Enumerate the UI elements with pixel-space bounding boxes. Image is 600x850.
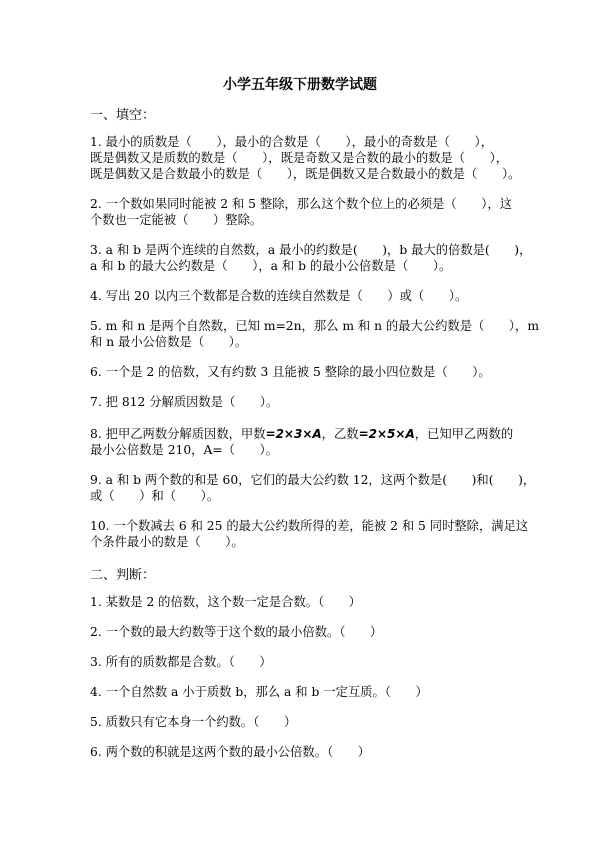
question-8-text-a: 8. 把甲乙两数分解质因数，甲数 — [90, 427, 266, 441]
question-5-line-2: 和 n 最小公倍数是（ ）。 — [90, 335, 248, 349]
page-title: 小学五年级下册数学试题 — [223, 77, 377, 93]
judge-item-6: 6. 两个数的积就是这两个数的最小公倍数。（ ） — [90, 745, 371, 759]
question-8-text-c: ，已知甲乙两数的 — [414, 427, 514, 441]
question-10-line-2: 个条件最小的数是（ ）。 — [90, 535, 244, 549]
question-2-line-2: 个数也一定能被（ ）整除。 — [90, 213, 263, 227]
question-8-text-b: ，乙数 — [321, 427, 359, 441]
question-10-line-1: 10. 一个数减去 6 和 25 的最大公约数所得的差，能被 2 和 5 同时整除，满足这 — [90, 519, 529, 533]
section-heading-fill-in: 一、填空： — [90, 108, 156, 123]
question-4-line-1: 4. 写出 20 以内三个数都是合数的连续自然数是（ ）或（ ）。 — [90, 289, 468, 303]
question-3-line-1: 3. a 和 b 是两个连续的自然数，a 最小的约数是( )，b 最大的倍数是( )， — [90, 243, 532, 257]
judge-item-5: 5. 质数只有它本身一个约数。（ ） — [90, 715, 297, 729]
question-1-line-2: 既是偶数又是质数的数是（ ），既是奇数又是合数的最小的数是（ ）， — [90, 151, 509, 165]
question-8-line-2: 最小公倍数是 210，A=（ ）。 — [90, 443, 278, 457]
question-5-line-1: 5. m 和 n 是两个自然数，已知 m=2n，那么 m 和 n 的最大公约数是（ ），m — [90, 319, 540, 333]
question-2-line-1: 2. 一个数如果同时能被 2 和 5 整除，那么这个数个位上的必须是（ ），这 — [90, 197, 512, 211]
judge-item-2: 2. 一个数的最大约数等于这个数的最小倍数。（ ） — [90, 625, 383, 639]
formula-yi: =2×5×A — [358, 427, 415, 441]
question-1-line-3: 既是偶数又是合数最小的数是（ ），既是偶数又是合数最小的数是（ ）。 — [90, 167, 521, 181]
judge-item-1: 1. 某数是 2 的倍数，这个数一定是合数。（ ） — [90, 595, 362, 609]
question-7-line-1: 7. 把 812 分解质因数是（ ）。 — [90, 395, 279, 409]
judge-item-4: 4. 一个自然数 a 小于质数 b，那么 a 和 b 一定互质。（ ） — [90, 685, 428, 699]
question-3-line-2: a 和 b 的最大公约数是（ ），a 和 b 的最小公倍数是（ ）。 — [90, 259, 452, 273]
question-1-line-1: 1. 最小的质数是（ ），最小的合数是（ ），最小的奇数是（ ）， — [90, 135, 493, 149]
judge-item-3: 3. 所有的质数都是合数。（ ） — [90, 655, 272, 669]
question-6-line-1: 6. 一个是 2 的倍数，又有约数 3 且能被 5 整除的最小四位数是（ ）。 — [90, 365, 491, 379]
question-9-line-1: 9. a 和 b 两个数的和是 60，它们的最大公约数 12，这两个数是( )和( )， — [90, 473, 536, 487]
section-heading-true-false: 二、判断： — [90, 568, 156, 583]
question-8-line-1 — [90, 426, 513, 442]
formula-jia: =2×3×A — [265, 427, 322, 441]
question-9-line-2: 或（ ）和（ ）。 — [90, 489, 220, 503]
